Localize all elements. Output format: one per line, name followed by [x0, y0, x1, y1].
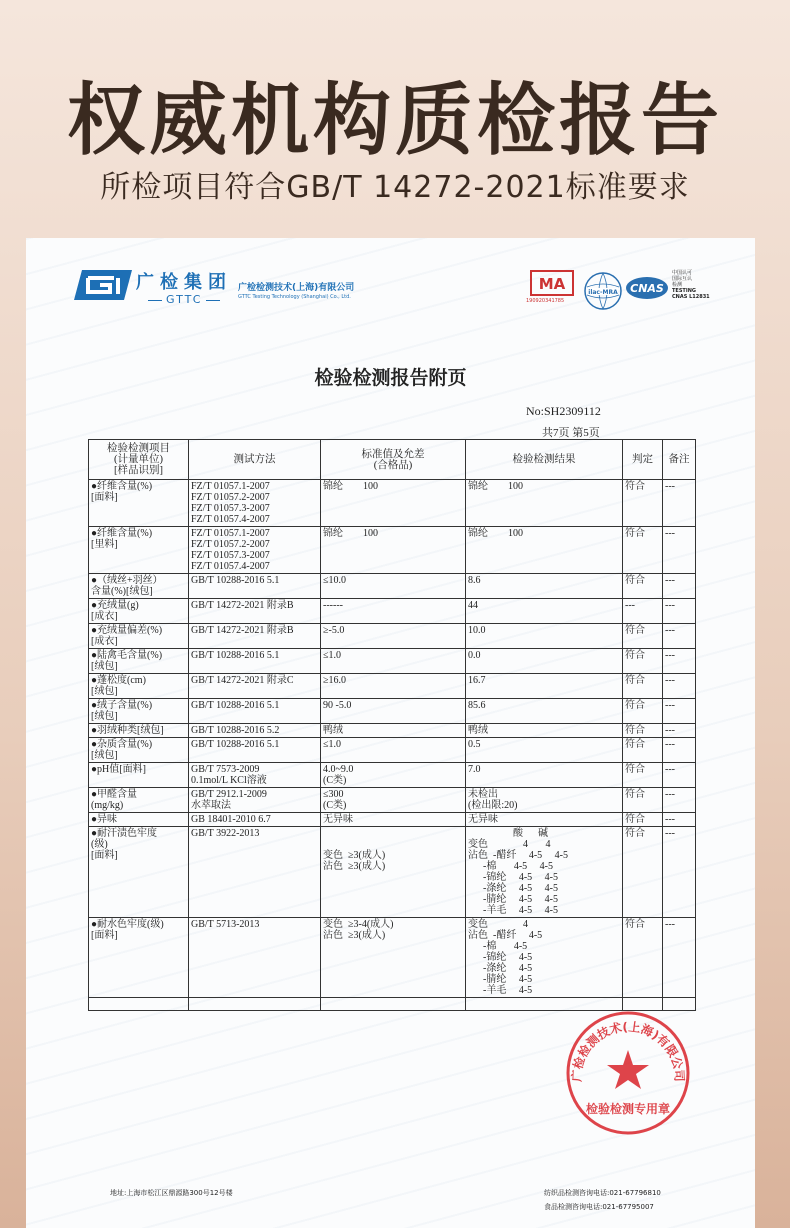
cell-standard: ≥-5.0 [321, 624, 466, 649]
footer-address: 地址:上海市松江区鼎源路300号12号楼 [110, 1189, 233, 1197]
header-judge: 判定 [623, 440, 663, 480]
cell-item: ●耐汗渍色牢度 (级) [面料] [89, 827, 189, 918]
cell-item: ●甲醛含量 (mg/kg) [89, 788, 189, 813]
seal-outer-text: 广检检测技术(上海)有限公司 [569, 1019, 687, 1083]
cell-result: 16.7 [466, 674, 623, 699]
report-page: 共7页 第5页 [542, 427, 600, 439]
table-row [89, 699, 696, 724]
cell-empty [189, 998, 321, 1011]
cell-note: --- [663, 918, 696, 998]
cell-item: ●充绒量偏差(%) [成衣] [89, 624, 189, 649]
cell-standard: ≤300 (C类) [321, 788, 466, 813]
cell-result: 8.6 [466, 574, 623, 599]
table-row [89, 649, 696, 674]
report-paper [26, 238, 755, 1228]
table-row [89, 480, 696, 527]
cell-judge: 符合 [623, 738, 663, 763]
cell-standard: ≤1.0 [321, 738, 466, 763]
logo-cn: 广检集团 [136, 272, 232, 293]
cell-standard: ≤1.0 [321, 649, 466, 674]
cell-method: GB/T 14272-2021 附录B [189, 624, 321, 649]
cell-item: ●pH值[面料] [89, 763, 189, 788]
cell-judge: 符合 [623, 724, 663, 738]
cell-note: --- [663, 813, 696, 827]
cell-item: ●（绒丝+羽丝） 含量(%)[绒包] [89, 574, 189, 599]
cell-standard: 鸭绒 [321, 724, 466, 738]
cell-standard: 变色 ≥3-4(成人) 沾色 ≥3(成人) [321, 918, 466, 998]
cell-judge: 符合 [623, 480, 663, 527]
cell-judge: 符合 [623, 699, 663, 724]
cell-method: GB/T 3922-2013 [189, 827, 321, 918]
gttc-logo-icon [74, 268, 132, 302]
table-row [89, 674, 696, 699]
cell-judge: 符合 [623, 763, 663, 788]
cell-method: GB/T 10288-2016 5.1 [189, 574, 321, 599]
table-row [89, 724, 696, 738]
cell-method: GB/T 10288-2016 5.1 [189, 738, 321, 763]
ilac-label: ilac-MRA [588, 289, 618, 296]
cell-result: 7.0 [466, 763, 623, 788]
cell-result: 变色 4 沾色 -醋纤 4-5 -棉 4-5 -锦纶 4-5 -涤纶 4-5 -腈纶 4-5 -羊毛 4-5 [466, 918, 623, 998]
cell-result: 0.5 [466, 738, 623, 763]
cell-note: --- [663, 574, 696, 599]
company-name-en: GTTC Testing Technology (Shanghai) Co., Ltd. [238, 294, 351, 300]
cell-method: GB 18401-2010 6.7 [189, 813, 321, 827]
table-row [89, 788, 696, 813]
cell-note: --- [663, 788, 696, 813]
cell-method: GB/T 10288-2016 5.2 [189, 724, 321, 738]
table-header-row [89, 440, 696, 480]
table-row [89, 918, 696, 998]
cell-method: GB/T 7573-2009 0.1mol/L KCl溶液 [189, 763, 321, 788]
results-table [88, 439, 696, 1011]
cell-note: --- [663, 827, 696, 918]
logo-en: GTTC [144, 293, 224, 306]
official-seal-icon [563, 1008, 693, 1138]
table-row [89, 827, 696, 918]
cell-method: GB/T 10288-2016 5.1 [189, 699, 321, 724]
cell-note: --- [663, 763, 696, 788]
cell-item: ●异味 [89, 813, 189, 827]
cell-result: 鸭绒 [466, 724, 623, 738]
cell-judge: --- [623, 599, 663, 624]
cell-standard: 90 -5.0 [321, 699, 466, 724]
ilac-mra-icon [583, 271, 623, 311]
cell-empty [321, 998, 466, 1011]
cell-result: 10.0 [466, 624, 623, 649]
cma-label: MA [538, 275, 566, 293]
cell-method: GB/T 14272-2021 附录C [189, 674, 321, 699]
table-row [89, 624, 696, 649]
cell-item: ●蓬松度(cm) [绒包] [89, 674, 189, 699]
report-title: 检验检测报告附页 [314, 367, 467, 389]
cell-standard: ≥16.0 [321, 674, 466, 699]
cell-judge: 符合 [623, 624, 663, 649]
footer-phone-textile: 纺织品检测咨询电话:021-67796810 [544, 1189, 661, 1197]
hero-title: 权威机构质检报告 [66, 76, 723, 166]
cell-note: --- [663, 599, 696, 624]
cell-judge: 符合 [623, 827, 663, 918]
cell-result: 锦纶 100 [466, 527, 623, 574]
cnas-label: CNAS [630, 282, 664, 295]
cell-standard: 变色 ≥3(成人) 沾色 ≥3(成人) [321, 827, 466, 918]
cell-judge: 符合 [623, 813, 663, 827]
report-number: No:SH2309112 [526, 404, 601, 418]
cnas-mark-icon [625, 276, 669, 300]
header-note: 备注 [663, 440, 696, 480]
table-row [89, 738, 696, 763]
cell-note: --- [663, 624, 696, 649]
seal-inner-text: 检验检测专用章 [585, 1102, 671, 1116]
cell-note: --- [663, 480, 696, 527]
cell-standard: 4.0~9.0 (C类) [321, 763, 466, 788]
cell-result: 0.0 [466, 649, 623, 674]
header-item: 检验检测项目 (计量单位) [样品识别] [89, 440, 189, 480]
cell-note: --- [663, 699, 696, 724]
cell-judge: 符合 [623, 918, 663, 998]
cell-item: ●纤维含量(%) [里料] [89, 527, 189, 574]
cell-standard: ------ [321, 599, 466, 624]
cell-note: --- [663, 724, 696, 738]
cnas-caption: 中国认可 国际互认 检测 TESTING CNAS L12831 [672, 270, 710, 300]
cell-note: --- [663, 674, 696, 699]
cell-item: ●纤维含量(%) [面料] [89, 480, 189, 527]
cell-standard: ≤10.0 [321, 574, 466, 599]
cell-item: ●羽绒种类[绒包] [89, 724, 189, 738]
cell-method: GB/T 10288-2016 5.1 [189, 649, 321, 674]
cell-standard: 锦纶 100 [321, 527, 466, 574]
cell-judge: 符合 [623, 574, 663, 599]
cell-method: GB/T 14272-2021 附录B [189, 599, 321, 624]
cell-standard: 锦纶 100 [321, 480, 466, 527]
cell-empty [89, 998, 189, 1011]
table-row [89, 813, 696, 827]
table-row [89, 527, 696, 574]
hero-subtitle: 所检项目符合GB/T 14272-2021标准要求 [100, 170, 690, 205]
cma-number: 190920341785 [526, 298, 565, 304]
table-row [89, 574, 696, 599]
cell-item: ●杂质含量(%) [绒包] [89, 738, 189, 763]
company-name-cn: 广检检测技术(上海)有限公司 [238, 283, 355, 293]
cell-item: ●绒子含量(%) [绒包] [89, 699, 189, 724]
cma-mark-icon [530, 270, 574, 296]
cell-item: ●充绒量(g) [成衣] [89, 599, 189, 624]
table-row [89, 599, 696, 624]
cell-standard: 无异味 [321, 813, 466, 827]
cell-result: 锦纶 100 [466, 480, 623, 527]
footer-phone-food: 食品检测咨询电话:021-67795007 [544, 1203, 654, 1211]
table-row [89, 763, 696, 788]
cell-result: 85.6 [466, 699, 623, 724]
header-method: 测试方法 [189, 440, 321, 480]
cell-result: 无异味 [466, 813, 623, 827]
header-standard: 标准值及允差 (合格品) [321, 440, 466, 480]
cell-judge: 符合 [623, 788, 663, 813]
header-result: 检验检测结果 [466, 440, 623, 480]
cell-note: --- [663, 649, 696, 674]
cell-judge: 符合 [623, 649, 663, 674]
cell-note: --- [663, 527, 696, 574]
cell-method: GB/T 5713-2013 [189, 918, 321, 998]
cell-judge: 符合 [623, 527, 663, 574]
cell-method: FZ/T 01057.1-2007 FZ/T 01057.2-2007 FZ/T 01057.3-2007 FZ/T 01057.4-2007 [189, 527, 321, 574]
cell-item: ●耐水色牢度(级) [面料] [89, 918, 189, 998]
cell-method: GB/T 2912.1-2009 水萃取法 [189, 788, 321, 813]
cell-judge: 符合 [623, 674, 663, 699]
cell-result: 未检出 (检出限:20) [466, 788, 623, 813]
cell-result: 酸 碱 变色 4 4 沾色 -醋纤 4-5 4-5 -棉 4-5 4-5 -锦纶 4-5 4-5 -涤纶 4-5 4-5 -腈纶 4-5 4-5 -羊毛 4-5 4-5 [466, 827, 623, 918]
cell-method: FZ/T 01057.1-2007 FZ/T 01057.2-2007 FZ/T 01057.3-2007 FZ/T 01057.4-2007 [189, 480, 321, 527]
cell-result: 44 [466, 599, 623, 624]
cell-note: --- [663, 738, 696, 763]
cell-item: ●陆禽毛含量(%) [绒包] [89, 649, 189, 674]
